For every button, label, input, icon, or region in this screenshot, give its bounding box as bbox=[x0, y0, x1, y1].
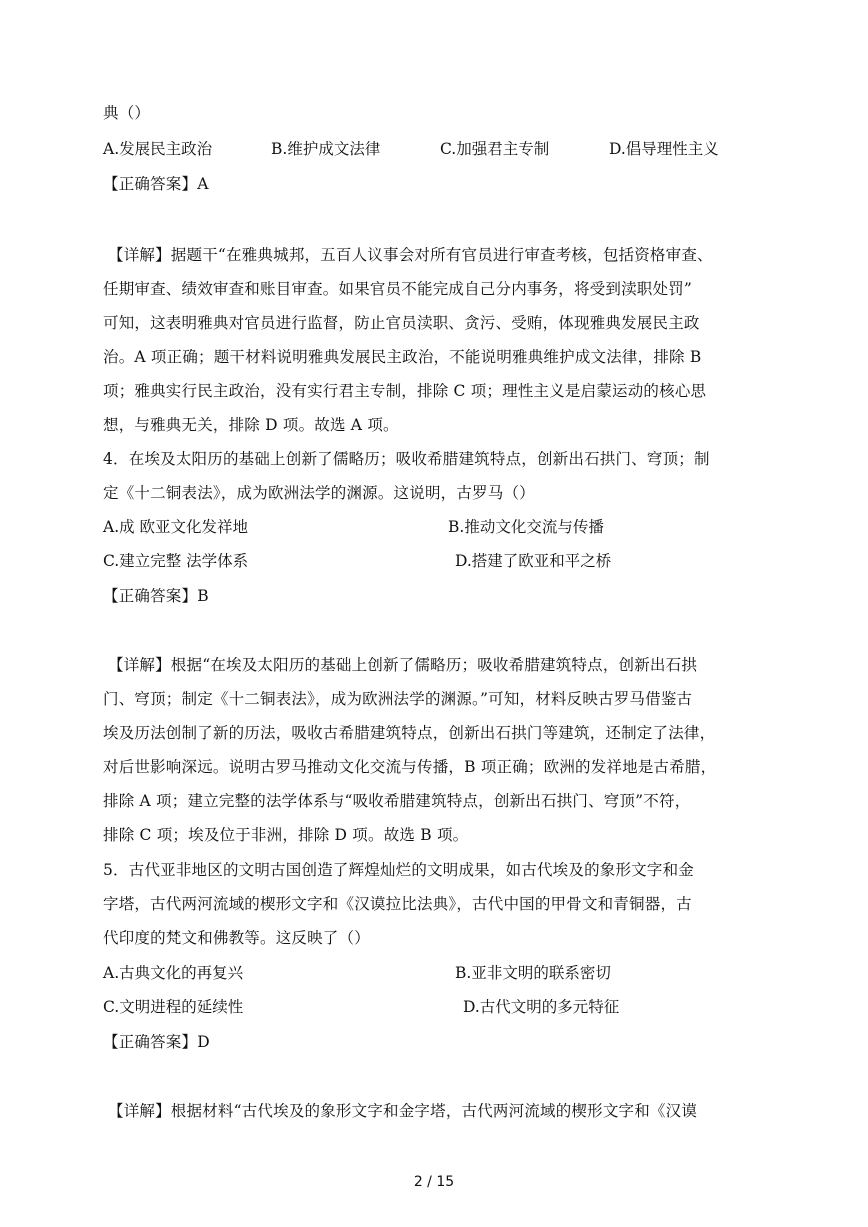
q5-option-a: A.古典文化的再复兴 bbox=[103, 964, 244, 982]
q3-explain-line: 可知，这表明雅典对官员进行监督，防止官员渎职、贪污、受贿，体现雅典发展民主政 bbox=[103, 314, 700, 332]
q4-option-c: C.建立完整 法学体系 bbox=[103, 552, 249, 570]
q3-explain-line: 项；雅典实行民主政治，没有实行君主专制，排除 C 项；理性主义是启蒙运动的核心思 bbox=[103, 382, 707, 400]
page-number: 2 / 15 bbox=[413, 1174, 455, 1190]
q4-option-a: A.成 欧亚文化发祥地 bbox=[103, 518, 249, 536]
q4-explain-line: 对后世影响深远。说明古罗马推动文化交流与传播，B 项正确；欧洲的发祥地是古希腊， bbox=[103, 758, 717, 776]
q3-explain-line: 【详解】据题干“在雅典城邦，五百人议事会对所有官员进行审查考核，包括资格审查、 bbox=[108, 246, 713, 264]
q4-explain-line: 门、穹顶；制定《十二铜表法》，成为欧洲法学的渊源。”可知，材料反映古罗马借鉴古 bbox=[103, 690, 693, 708]
q3-stem-tail: 典（） bbox=[103, 104, 151, 122]
q3-answer: 【正确答案】A bbox=[103, 175, 209, 193]
q4-explain-line: 排除 C 项；埃及位于非洲，排除 D 项。故选 B 项。 bbox=[103, 826, 469, 844]
q5-answer: 【正确答案】D bbox=[103, 1033, 210, 1051]
q3-explain-line: 想，与雅典无关，排除 D 项。故选 A 项。 bbox=[103, 416, 399, 434]
q5-explain-line: 【详解】根据材料“古代埃及的象形文字和金字塔，古代两河流域的楔形文字和《汉谟 bbox=[108, 1102, 698, 1120]
q5-option-d: D.古代文明的多元特征 bbox=[463, 998, 620, 1016]
q4-option-d: D.搭建了欧亚和平之桥 bbox=[455, 552, 612, 570]
q4-stem-line: 定《十二铜表法》，成为欧洲法学的渊源。这说明，古罗马（） bbox=[103, 484, 535, 502]
q3-explain-line: 任期审查、绩效审查和账目审查。如果官员不能完成自己分内事务，将受到渎职处罚” bbox=[103, 280, 693, 298]
q4-explain-line: 【详解】根据“在埃及太阳历的基础上创新了儒略历；吸收希腊建筑特点，创新出石拱 bbox=[108, 656, 698, 674]
q5-option-b: B.亚非文明的联系密切 bbox=[455, 964, 611, 982]
q3-option-b: B.维护成文法律 bbox=[271, 140, 381, 158]
q3-option-d: D.倡导理性主义 bbox=[609, 140, 719, 158]
q5-stem-line: 字塔，古代两河流域的楔形文字和《汉谟拉比法典》，古代中国的甲骨文和青铜器，古 bbox=[103, 895, 692, 913]
q4-option-b: B.推动文化交流与传播 bbox=[448, 518, 604, 536]
q3-option-c: C.加强君主专制 bbox=[440, 140, 550, 158]
q4-explain-line: 埃及历法创制了新的历法，吸收古希腊建筑特点，创新出石拱门等建筑，还制定了法律， bbox=[103, 724, 716, 742]
q4-answer: 【正确答案】B bbox=[103, 587, 209, 605]
q5-option-c: C.文明进程的延续性 bbox=[103, 998, 244, 1016]
q3-option-a: A.发展民主政治 bbox=[103, 140, 213, 158]
q4-explain-line: 排除 A 项；建立完整的法学体系与“吸收希腊建筑特点，创新出石拱门、穹顶”不符， bbox=[103, 792, 691, 810]
q5-stem-line: 5．古代亚非地区的文明古国创造了辉煌灿烂的文明成果，如古代埃及的象形文字和金 bbox=[103, 861, 694, 879]
q3-explain-line: 治。A 项正确；题干材料说明雅典发展民主政治，不能说明雅典维护成文法律，排除 B bbox=[103, 348, 702, 366]
q4-stem-line: 4．在埃及太阳历的基础上创新了儒略历；吸收希腊建筑特点，创新出石拱门、穹顶；制 bbox=[103, 450, 710, 468]
q5-stem-line: 代印度的梵文和佛教等。这反映了（） bbox=[103, 929, 370, 947]
